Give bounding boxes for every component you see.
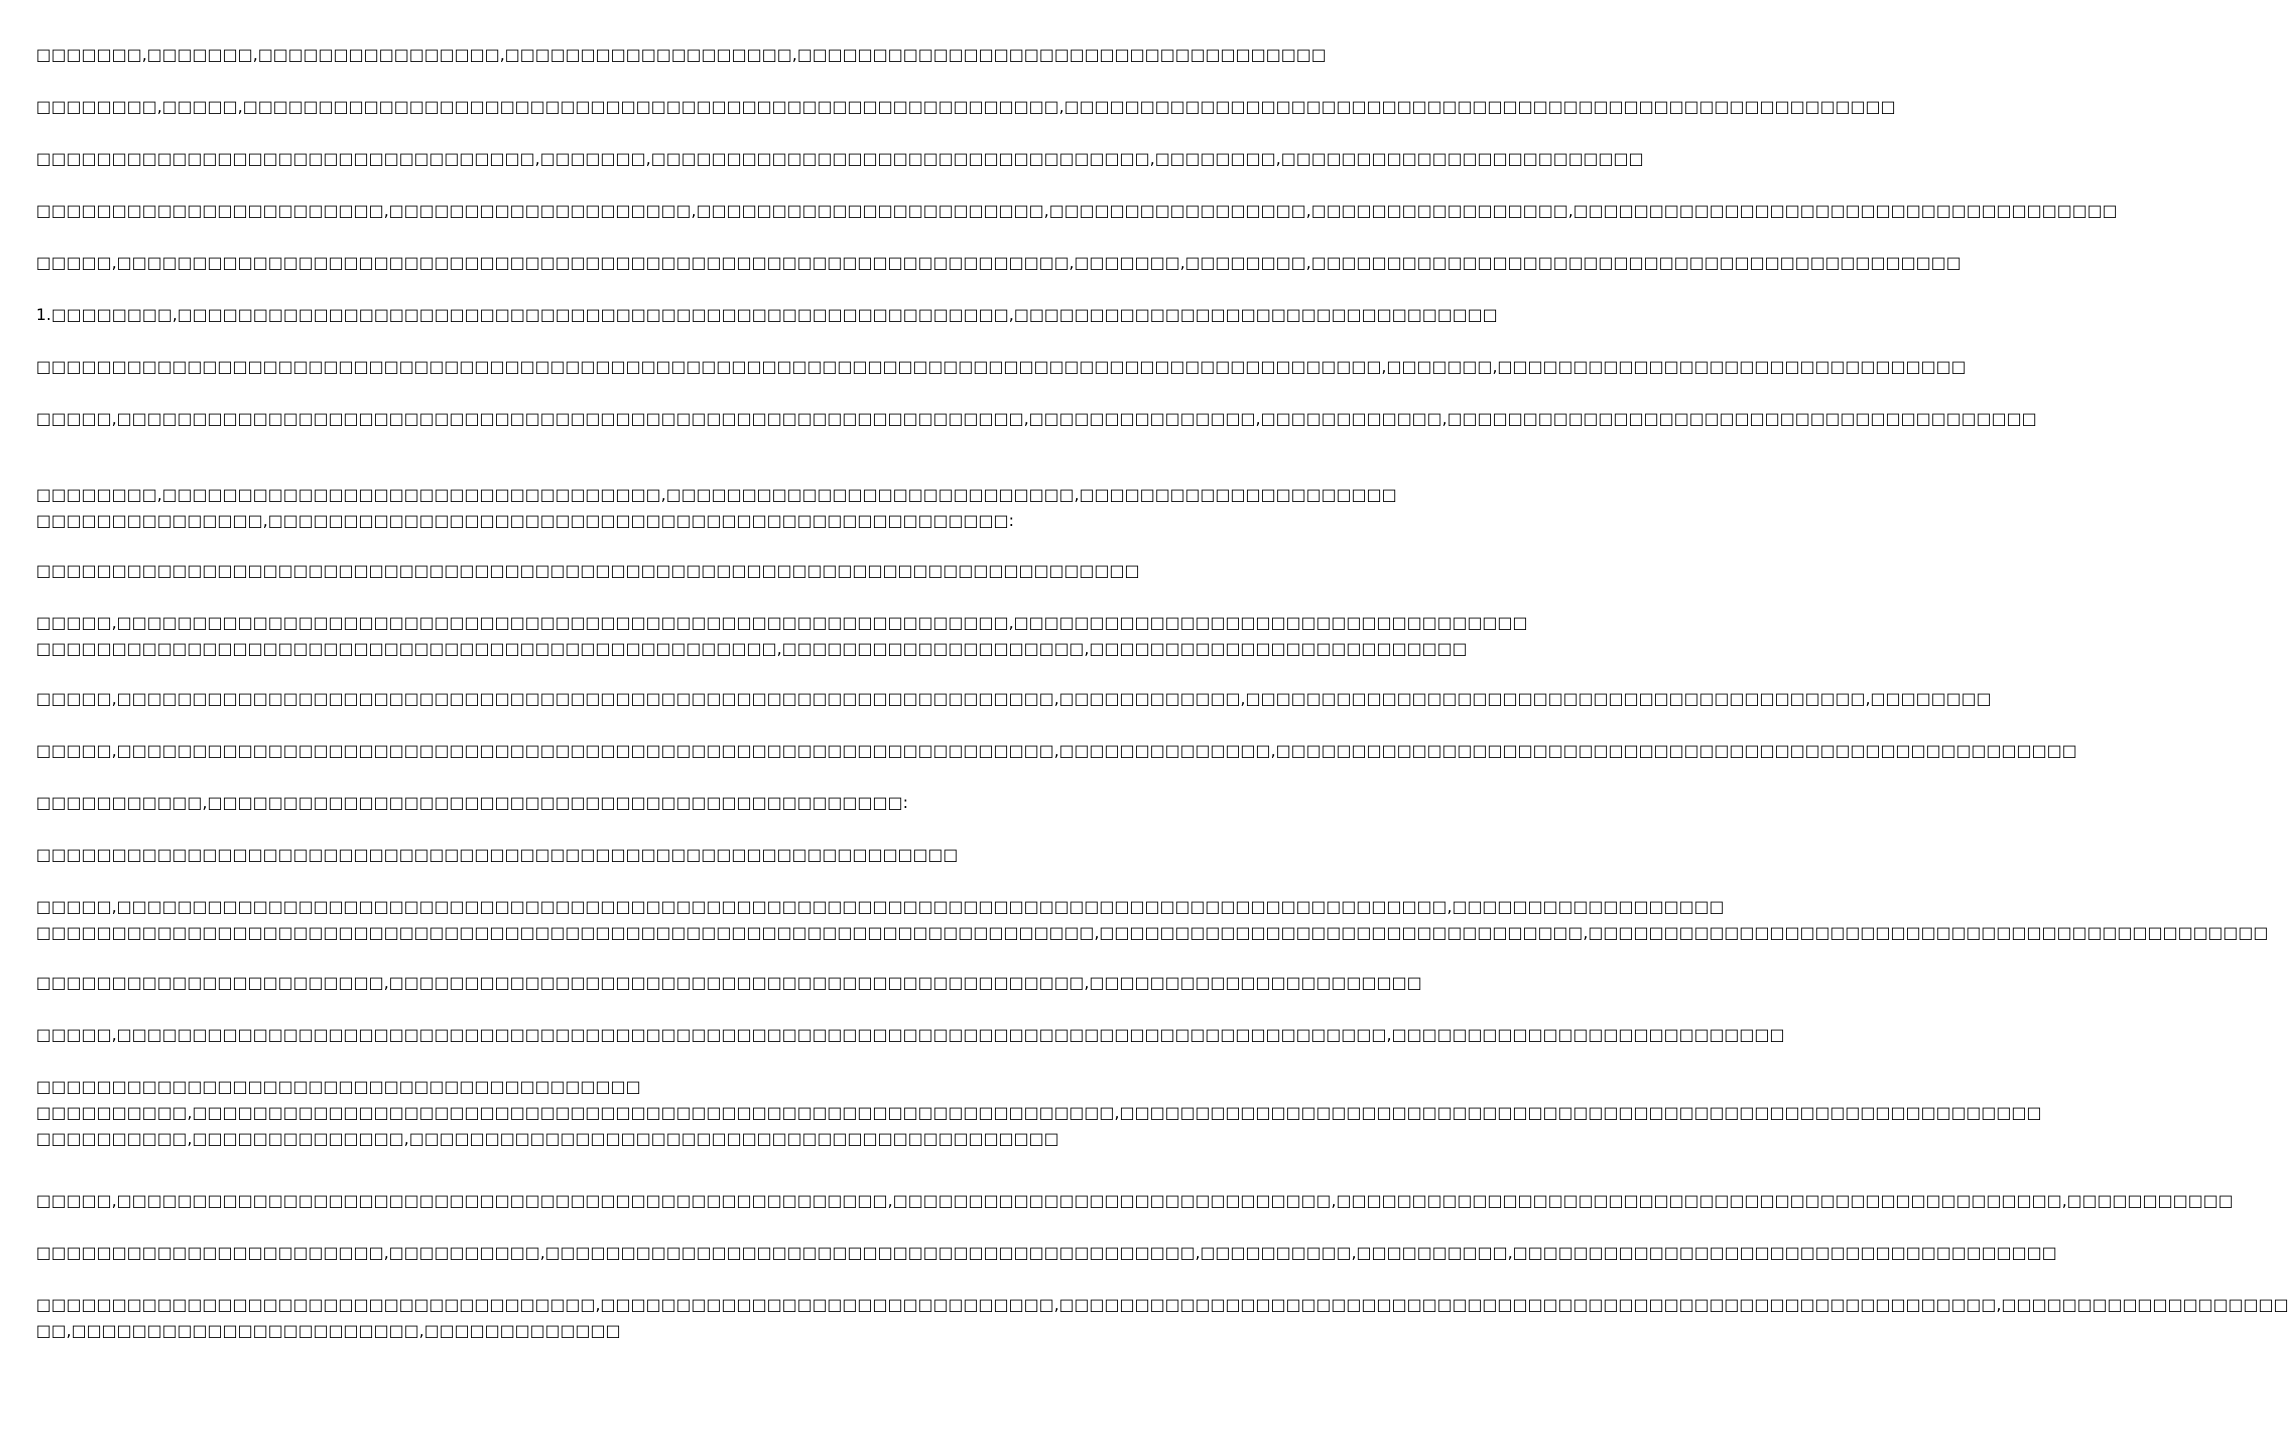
paragraph [36,1240,2057,1266]
paragraph-line: □□□□□□□□,□□□□□□□□□□□□□□□□□□□□□□□□□□□□□□□□□,□□□□□□□□□□□□□□□□□□□□□□□□□□□,□□□□□□□□□□□□□□□□□□□□□ [36,485,1397,504]
paragraph [36,1292,2289,1344]
paragraph [36,94,1896,120]
document-page [36,0,2289,1449]
paragraph-line: □□□□□□□□□□,□□□□□□□□□□□□□□□□□□□□□□□□□□□□□□□□□□□□□□□□□□□□□□□□□□□□□□□□□□□□□,□□□□□□□□□□□□□□□□□□□□□□□□□□□□□□□□□□□□□□□□□□□□□□□□□□□□□□□□□□□□□ [36,1103,2042,1122]
paragraph [36,1188,2234,1214]
paragraph [36,250,1962,276]
paragraph [36,302,1498,328]
paragraph [36,482,1397,534]
paragraph [36,558,1140,584]
paragraph-line: □□□□□,□□□□□□□□□□□□□□□□□□□□□□□□□□□□□□□□□□□□□□□□□□□□□□□□□□□□□□□□□□□□□□,□□□□□□□□□□□□□□,□□□□□□□□□□□□□□□□□□□□□□□□□□□□□□□□□□□□□□□□□□□□□□□□□□□□□ [36,741,2077,760]
paragraph-line: □□,□□□□□□□□□□□□□□□□□□□□□□□,□□□□□□□□□□□□□ [36,1321,621,1340]
paragraph-line: □□□□□□□□□□□□□□□□□□□□□□□□□□□□□□□□□,□□□□□□□,□□□□□□□□□□□□□□□□□□□□□□□□□□□□□□□□□,□□□□□□□□,□□□□□□□□□□□□□□□□□□□□□□□□ [36,149,1644,168]
paragraph-line: □□□□□□□□□□,□□□□□□□□□□□□□□,□□□□□□□□□□□□□□□□□□□□□□□□□□□□□□□□□□□□□□□□□□□ [36,1129,1060,1148]
paragraph-line: □□□□□,□□□□□□□□□□□□□□□□□□□□□□□□□□□□□□□□□□□□□□□□□□□□□□□□□□□□□□□□□□□□,□□□□□□□□□□□□□□□,□□□□□□□□□□□□,□□□□□□□□□□□□□□□□□□□□□□□□□□□□□□□□□□□□□□□ [36,409,2037,428]
paragraph-line: □□□□□,□□□□□□□□□□□□□□□□□□□□□□□□□□□□□□□□□□□□□□□□□□□□□□□□□□□□□□□□□□□□□□□,□□□□□□□,□□□□□□□□,□□□□□□□□□□□□□□□□□□□□□□□□□□□□□□□□□□□□□□□□□□□ [36,253,1962,272]
paragraph-line: □□□□□□□□,□□□□□,□□□□□□□□□□□□□□□□□□□□□□□□□□□□□□□□□□□□□□□□□□□□□□□□□□□□□□,□□□□□□□□□□□□□□□□□□□□□□□□□□□□□□□□□□□□□□□□□□□□□□□□□□□□□□□ [36,97,1896,116]
paragraph [36,146,1644,172]
paragraph-line: □□□□□□□□□□□□□□□□□□□□□□□□□□□□□□□□□□□□□□□□ [36,1077,641,1096]
paragraph-line: □□□□□□□□□□□□□□□□□□□□□□□,□□□□□□□□□□,□□□□□□□□□□□□□□□□□□□□□□□□□□□□□□□□□□□□□□□□□□□,□□□□□□□□□□,□□□□□□□□□□,□□□□□□□□□□□□□□□□□□□□□□□□□□□□□□□□□□□□ [36,1243,2057,1262]
paragraph-line: □□□□□□□,□□□□□□□,□□□□□□□□□□□□□□□□,□□□□□□□□□□□□□□□□□□□,□□□□□□□□□□□□□□□□□□□□□□□□□□□□□□□□□□□ [36,45,1327,64]
paragraph-line: □□□□□,□□□□□□□□□□□□□□□□□□□□□□□□□□□□□□□□□□□□□□□□□□□□□□□□□□□,□□□□□□□□□□□□□□□□□□□□□□□□□□□□□,□□□□□□□□□□□□□□□□□□□□□□□□□□□□□□□□□□□□□□□□□□□□□□□□,□□□□□□□□□□□ [36,1191,2234,1210]
paragraph-line: □□□□□□□□□□□□□□□□□□□□□□□,□□□□□□□□□□□□□□□□□□□□□□□□□□□□□□□□□□□□□□□□□□□□□□,□□□□□□□□□□□□□□□□□□□□□□ [36,973,1422,992]
paragraph-line: □□□□□,□□□□□□□□□□□□□□□□□□□□□□□□□□□□□□□□□□□□□□□□□□□□□□□□□□□□□□□□□□□□□□□□□□□□□□□□□□□□□□□□□□□□,□□□□□□□□□□□□□□□□□□□□□□□□□□ [36,1025,1785,1044]
paragraph [36,406,2037,432]
paragraph-line: □□□□□,□□□□□□□□□□□□□□□□□□□□□□□□□□□□□□□□□□□□□□□□□□□□□□□□□□□□□□□□□□□□□□,□□□□□□□□□□□□,□□□□□□□□□□□□□□□□□□□□□□□□□□□□□□□□□□□□□□□□□,□□□□□□□□ [36,689,1992,708]
paragraph [36,198,2118,224]
paragraph [36,738,2077,764]
paragraph-line: □□□□□,□□□□□□□□□□□□□□□□□□□□□□□□□□□□□□□□□□□□□□□□□□□□□□□□□□□□□□□□□□□,□□□□□□□□□□□□□□□□□□□□□□□□□□□□□□□□□□ [36,613,1528,632]
paragraph-line: □□□□□□□□□□□□□□□□□□□□□□□□□□□□□□□□□□□□□□□□□□□□□□□□□□□□□□□□□□□□□□□□□□□□□□□□□□□□□□□□□□□□□□□□□,□□□□□□□,□□□□□□□□□□□□□□□□□□□□□□□□□□□□□□□ [36,357,1967,376]
paragraph [36,354,1967,380]
paragraph [36,970,1422,996]
paragraph-line: 1.□□□□□□□□,□□□□□□□□□□□□□□□□□□□□□□□□□□□□□□□□□□□□□□□□□□□□□□□□□□□□□□□,□□□□□□□□□□□□□□□□□□□□□□□□□□□□□□□□ [36,305,1498,324]
paragraph-line: □□□□□□□□□□□,□□□□□□□□□□□□□□□□□□□□□□□□□□□□□□□□□□□□□□□□□□□□□□: [36,793,909,812]
paragraph-line: □□□□□□□□□□□□□□□□□□□□□□□□□□□□□□□□□□□□□□□□□□□□□□□□□□□□□□□□□□□□□ [36,845,959,864]
paragraph [36,842,990,868]
paragraph-line: □□□□□,□□□□□□□□□□□□□□□□□□□□□□□□□□□□□□□□□□□□□□□□□□□□□□□□□□□□□□□□□□□□□□□□□□□□□□□□□□□□□□□□□□□□□□□□,□□□□□□□□□□□□□□□□□□ [36,897,1725,916]
paragraph-line: □□□□□□□□□□□□□□□,□□□□□□□□□□□□□□□□□□□□□□□□□□□□□□□□□□□□□□□□□□□□□□□□□: [36,511,1014,530]
paragraph [36,42,1327,68]
paragraph [36,1074,2042,1152]
paragraph [36,1022,1785,1048]
paragraph [36,610,1528,662]
paragraph-line: □□□□□□□□□□□□□□□□□□□□□□□□□□□□□□□□□□□□□□□□□□□□□□□□□□□□□□□□□□□□□□□□□□□□□□□□□ [36,561,1140,580]
paragraph-line: □□□□□□□□□□□□□□□□□□□□□□□□□□□□□□□□□□□□□□□□□□□□□□□□□□□□□□□□□□□□□□□□□□□□□□,□□□□□□□□□□□□□□□□□□□□□□□□□□□□□□□□,□□□□□□□□□□□□□□□□□□□□□□□□□□□□□□□□□□□□□□□□□□□□□ [36,923,2269,942]
paragraph-line: □□□□□□□□□□□□□□□□□□□□□□□□□□□□□□□□□□□□□,□□□□□□□□□□□□□□□□□□□□□□□□□□□□□□,□□□□□□□□□□□□□□□□□□□□□□□□□□□□□□□□□□□□□□□□□□□□□□□□□□□□□□□□□□□□□□,□□□□□□□□□□□□□□□□□□□ [36,1295,2289,1314]
paragraph [36,686,1992,712]
paragraph-line: □□□□□□□□□□□□□□□□□□□□□□□,□□□□□□□□□□□□□□□□□□□□,□□□□□□□□□□□□□□□□□□□□□□□,□□□□□□□□□□□□□□□□□,□□□□□□□□□□□□□□□□□,□□□□□□□□□□□□□□□□□□□□□□□□□□□□□□□□□□□□ [36,201,2118,220]
paragraph-line: □□□□□□□□□□□□□□□□□□□□□□□□□□□□□□□□□□□□□□□□□□□□□□□□□,□□□□□□□□□□□□□□□□□□□□,□□□□□□□□□□□□□□□□□□□□□□□□□ [36,639,1468,658]
paragraph [36,894,2269,946]
paragraph [36,790,990,816]
